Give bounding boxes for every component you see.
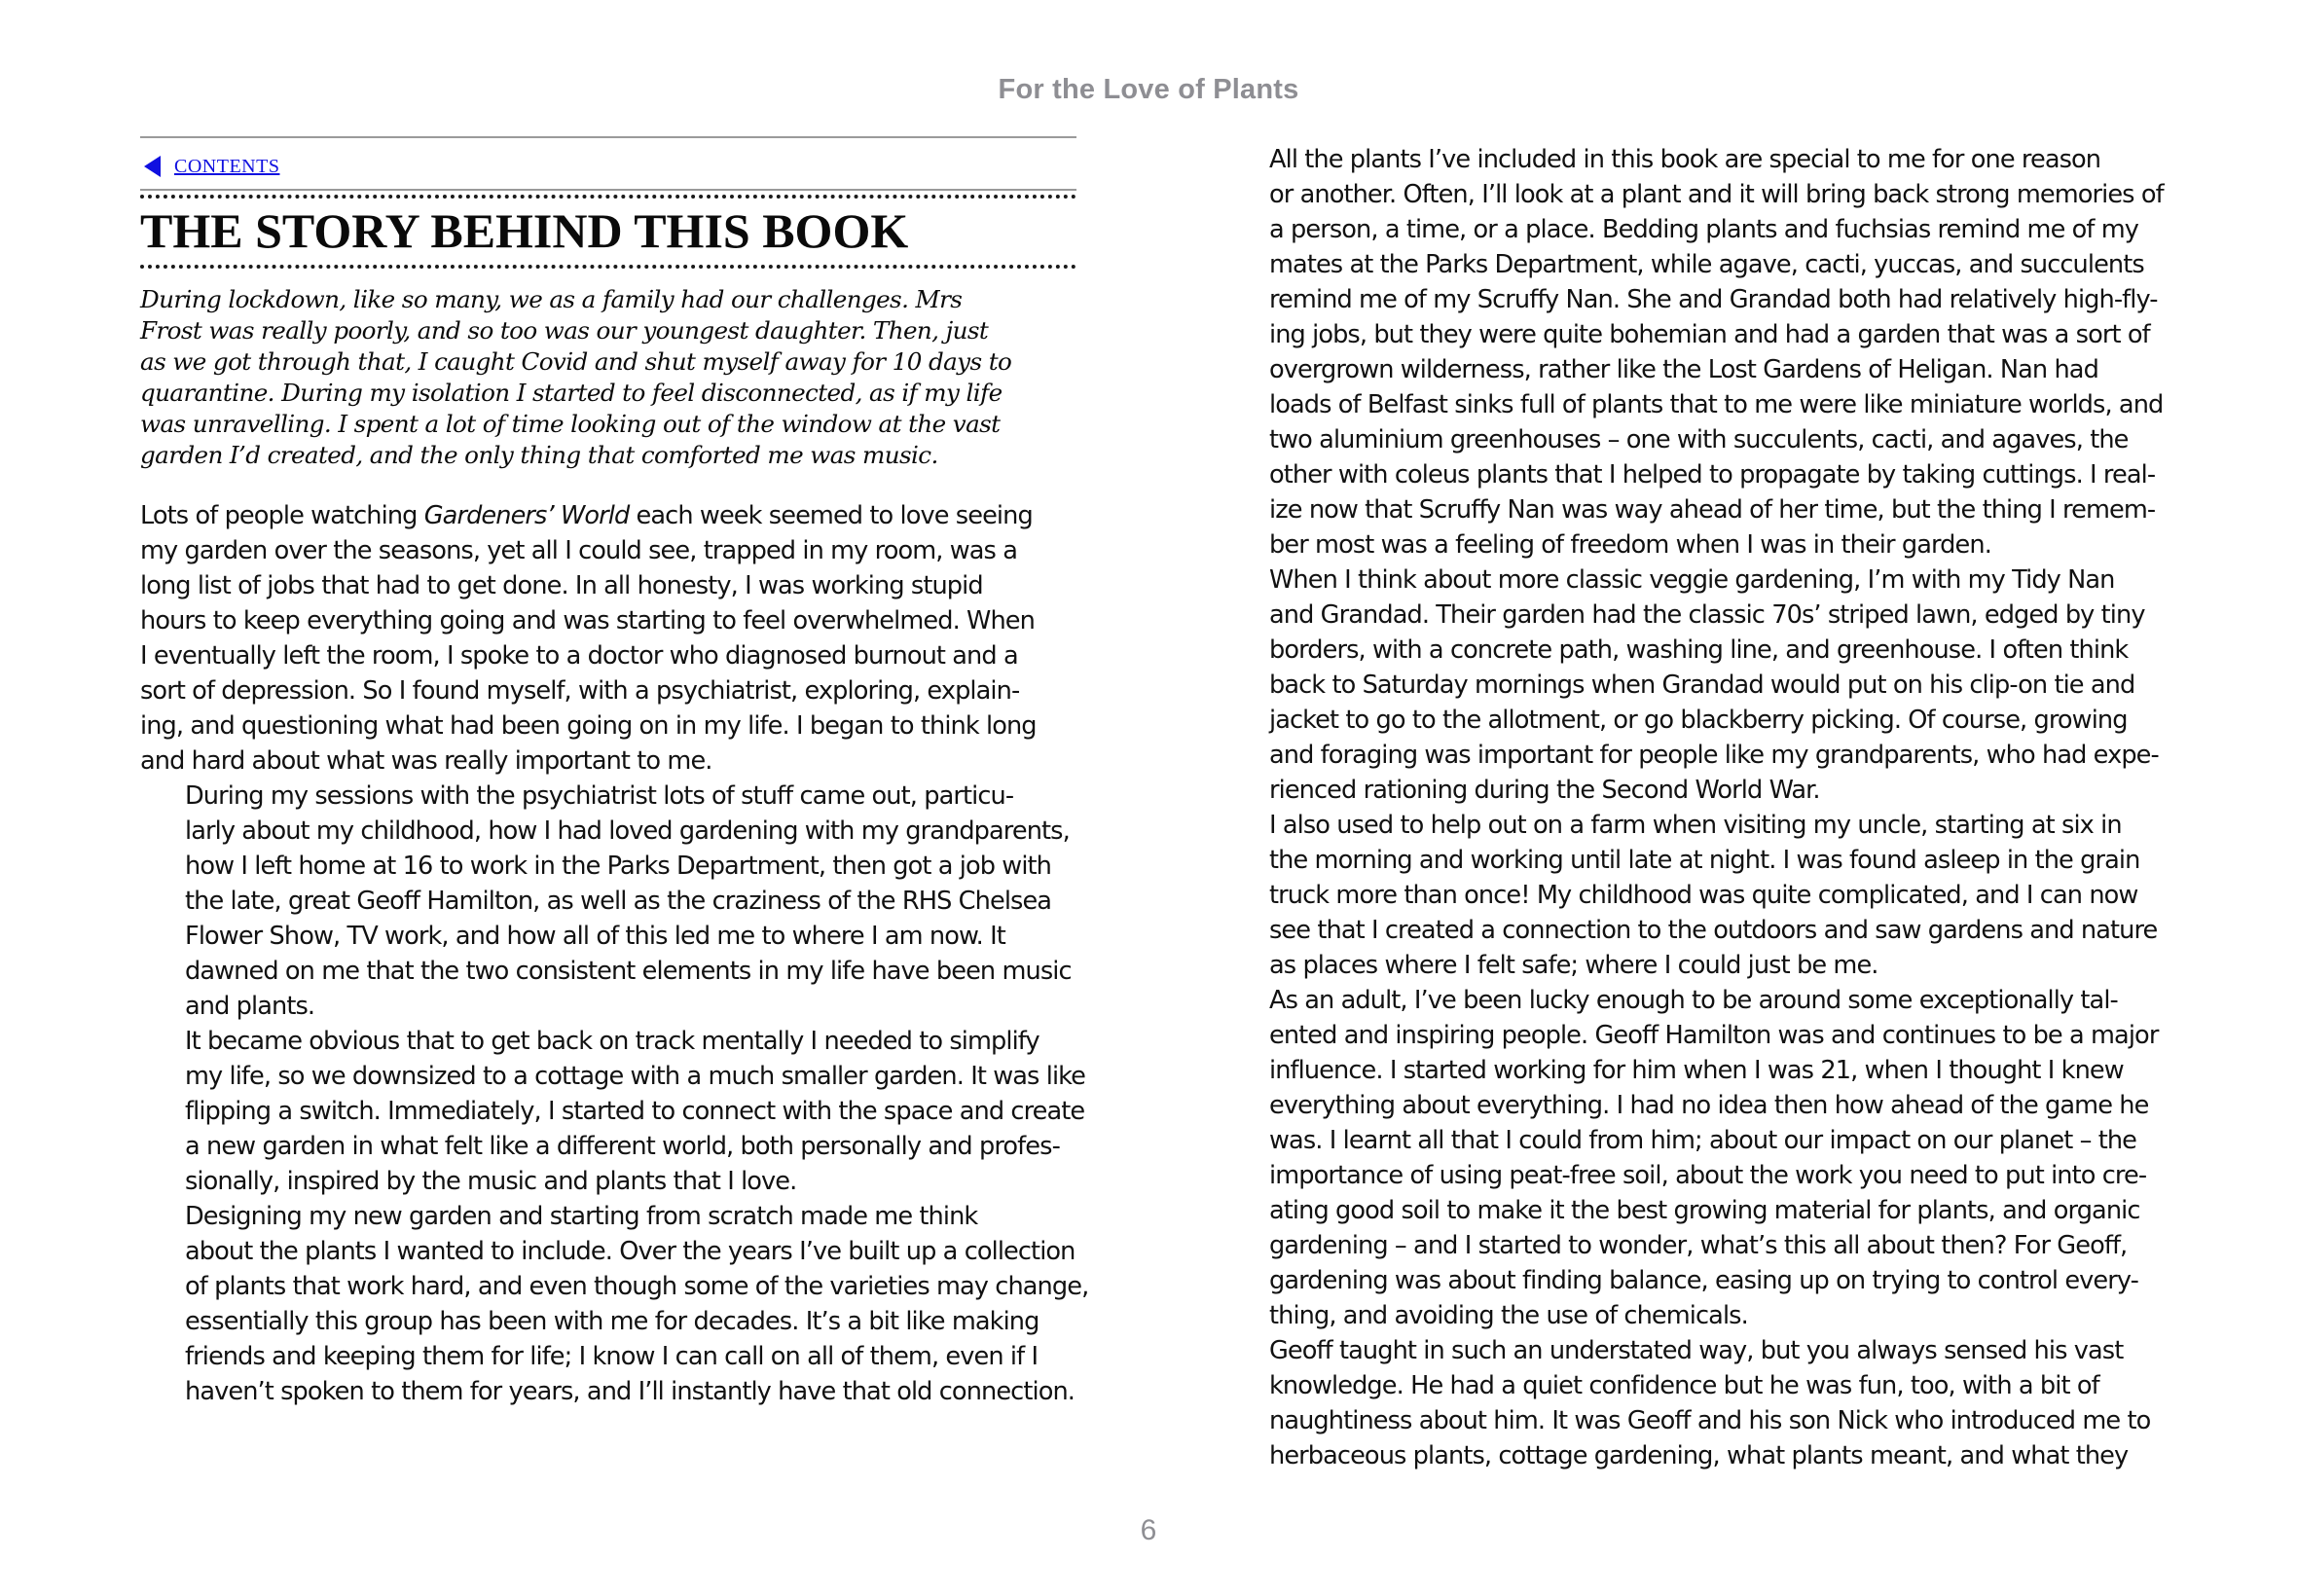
- text-line: Geoff taught in such an understated way, but you always sensed his vast: [1269, 1336, 2124, 1365]
- text-line: a new garden in what felt like a different world, both personally and profes-: [185, 1132, 1060, 1161]
- text-line: of plants that work hard, and even though some of the varieties may change,: [185, 1272, 1089, 1301]
- chapter-title: THE STORY BEHIND THIS BOOK: [140, 203, 909, 258]
- text-line: sionally, inspired by the music and plants that I love.: [185, 1167, 797, 1196]
- text-line: ating good soil to make it the best growing material for plants, and organic: [1269, 1196, 2140, 1225]
- page-number: 6: [1140, 1514, 1157, 1546]
- body-paragraph: [140, 1024, 1086, 1199]
- text-line: ing, and questioning what had been going on in my life. I began to think long: [140, 711, 1037, 741]
- text-line: back to Saturday mornings when Grandad would put on his clip-on tie and: [1269, 671, 2135, 700]
- text-run: Lots of people watching: [140, 501, 424, 530]
- text-line: how I left home at 16 to work in the Parks Department, then got a job with: [185, 852, 1052, 881]
- text-line: everything about everything. I had no idea then how ahead of the game he: [1269, 1091, 2149, 1120]
- text-line: truck more than once! My childhood was quite complicated, and I can now: [1269, 881, 2138, 910]
- text-line: thing, and avoiding the use of chemicals.: [1269, 1301, 1748, 1330]
- intro-line: Frost was really poorly, and so too was our youngest daughter. Then, just: [140, 316, 989, 345]
- text-line: ing jobs, but they were quite bohemian and had a garden that was a sort of: [1269, 320, 2150, 349]
- text-line: overgrown wilderness, rather like the Lost Gardens of Heligan. Nan had: [1269, 355, 2098, 384]
- body-paragraph: [1224, 808, 2161, 983]
- text-line: see that I created a connection to the outdoors and saw gardens and nature: [1269, 916, 2158, 945]
- left-body-text: [140, 498, 1089, 1409]
- show-title: Gardeners’ World: [423, 501, 630, 530]
- text-line: hours to keep everything going and was starting to feel overwhelmed. When: [140, 606, 1035, 635]
- text-line: and foraging was important for people like my grandparents, who had expe-: [1269, 741, 2159, 770]
- text-line: borders, with a concrete path, washing line, and greenhouse. I often think: [1269, 635, 2129, 665]
- intro-paragraph: [140, 284, 1076, 471]
- text-line: ber most was a feeling of freedom when I was in their garden.: [1269, 530, 1991, 560]
- text-line: Flower Show, TV work, and how all of this led me to where I am now. It: [185, 922, 1005, 951]
- text-line: ize now that Scruffy Nan was way ahead of her time, but the thing I remem-: [1269, 495, 2156, 525]
- text-line: I eventually left the room, I spoke to a doctor who diagnosed burnout and a: [140, 641, 1018, 671]
- text-line: All the plants I’ve included in this book are special to me for one reason: [1269, 145, 2101, 174]
- contents-link[interactable]: [140, 156, 279, 178]
- intro-line: garden I’d created, and the only thing that comforted me was music.: [140, 441, 938, 469]
- text-line: During my sessions with the psychiatrist lots of stuff came out, particu-: [185, 781, 1014, 811]
- text-line: a person, a time, or a place. Bedding plants and fuchsias remind me of my: [1269, 215, 2139, 244]
- title-bottom-rule: [140, 265, 1076, 269]
- text-line: It became obvious that to get back on track mentally I needed to simplify: [185, 1027, 1039, 1056]
- text-run: each week seemed to love seeing: [629, 501, 1033, 530]
- text-line: As an adult, I’ve been lucky enough to be around some exceptionally tal-: [1269, 986, 2118, 1015]
- back-arrow-icon[interactable]: [144, 156, 161, 177]
- text-line: dawned on me that the two consistent elements in my life have been music: [185, 957, 1072, 986]
- right-column: [1224, 142, 2164, 1473]
- text-line: ented and inspiring people. Geoff Hamilton was and continues to be a major: [1269, 1021, 2159, 1050]
- text-line: about the plants I wanted to include. Over the years I’ve built up a collection: [185, 1237, 1076, 1266]
- text-line: and Grandad. Their garden had the classic 70s’ striped lawn, edged by tiny: [1269, 600, 2145, 630]
- text-line: [140, 498, 1076, 533]
- text-line: herbaceous plants, cottage gardening, what plants meant, and what they: [1269, 1441, 2129, 1470]
- body-paragraph: [1224, 983, 2161, 1333]
- text-line: Designing my new garden and starting from scratch made me think: [185, 1202, 978, 1231]
- text-line: gardening was about finding balance, easing up on trying to control every-: [1269, 1266, 2139, 1295]
- text-line: jacket to go to the allotment, or go blackberry picking. Of course, growing: [1269, 706, 2128, 735]
- text-line: essentially this group has been with me for decades. It’s a bit like making: [185, 1307, 1039, 1336]
- intro-line: was unravelling. I spent a lot of time looking out of the window at the vast: [140, 410, 1001, 438]
- text-line: I also used to help out on a farm when visiting my uncle, starting at six in: [1269, 811, 2122, 840]
- left-column: [140, 136, 1089, 1409]
- text-line: the late, great Geoff Hamilton, as well as the craziness of the RHS Chelsea: [185, 887, 1052, 916]
- text-line: flipping a switch. Immediately, I started to connect with the space and create: [185, 1097, 1085, 1126]
- body-paragraph: [140, 1199, 1089, 1409]
- intro-line: as we got through that, I caught Covid and shut myself away for 10 days to: [140, 347, 1012, 376]
- text-line: the morning and working until late at night. I was found asleep in the grain: [1269, 846, 2140, 875]
- intro-line: During lockdown, like so many, we as a family had our challenges. Mrs: [140, 285, 963, 313]
- text-line: When I think about more classic veggie gardening, I’m with my Tidy Nan: [1269, 565, 2115, 595]
- text-line: and plants.: [185, 992, 315, 1021]
- text-line: was. I learnt all that I could from him; about our impact on our planet – the: [1269, 1126, 2137, 1155]
- text-line: two aluminium greenhouses – one with succulents, cacti, and agaves, the: [1269, 425, 2129, 454]
- body-paragraph: [140, 779, 1076, 1024]
- contents-label[interactable]: CONTENTS: [174, 155, 280, 177]
- text-line: influence. I started working for him when I was 21, when I thought I knew: [1269, 1056, 2124, 1085]
- book-title: For the Love of Plants: [998, 74, 1299, 105]
- text-line: gardening – and I started to wonder, what’s this all about then? For Geoff,: [1269, 1231, 2128, 1260]
- text-line: as places where I felt safe; where I could just be me.: [1269, 951, 1878, 980]
- text-line: my garden over the seasons, yet all I could see, trapped in my room, was a: [140, 536, 1018, 565]
- text-line: or another. Often, I’ll look at a plant and it will bring back strong memories of: [1269, 180, 2164, 209]
- body-paragraph: [1224, 562, 2161, 808]
- text-line: my life, so we downsized to a cottage with a much smaller garden. It was like: [185, 1062, 1086, 1091]
- body-paragraph: [140, 498, 1076, 779]
- right-body-text: [1224, 142, 2164, 1473]
- text-line: friends and keeping them for life; I know I can call on all of them, even if I: [185, 1342, 1039, 1371]
- text-line: mates at the Parks Department, while agave, cacti, yuccas, and succulents: [1269, 250, 2144, 279]
- text-line: larly about my childhood, how I had loved gardening with my grandparents,: [185, 816, 1070, 846]
- top-rule: [140, 136, 1076, 138]
- body-paragraph: [1224, 1333, 2161, 1473]
- text-line: other with coleus plants that I helped to propagate by taking cuttings. I real-: [1269, 460, 2156, 490]
- title-top-rule: [140, 195, 1076, 199]
- nav-rule: [140, 189, 1076, 191]
- text-line: loads of Belfast sinks full of plants that to me were like miniature worlds, and: [1269, 390, 2164, 419]
- text-line: naughtiness about him. It was Geoff and his son Nick who introduced me to: [1269, 1406, 2151, 1435]
- intro-line: quarantine. During my isolation I started to feel disconnected, as if my life: [140, 379, 1003, 407]
- text-line: knowledge. He had a quiet confidence but he was fun, too, with a bit of: [1269, 1371, 2099, 1400]
- text-line: haven’t spoken to them for years, and I’ll instantly have that old connection.: [185, 1377, 1076, 1406]
- contents-nav: [140, 144, 1076, 189]
- body-paragraph: [1224, 142, 2164, 562]
- text-line: rienced rationing during the Second World War.: [1269, 776, 1820, 805]
- text-line: sort of depression. So I found myself, with a psychiatrist, exploring, explain-: [140, 676, 1020, 706]
- text-line: long list of jobs that had to get done. In all honesty, I was working stupid: [140, 571, 983, 600]
- text-line: and hard about what was really important to me.: [140, 746, 712, 776]
- text-line: importance of using peat-free soil, about the work you need to put into cre-: [1269, 1161, 2147, 1190]
- text-line: remind me of my Scruffy Nan. She and Grandad both had relatively high-fly-: [1269, 285, 2158, 314]
